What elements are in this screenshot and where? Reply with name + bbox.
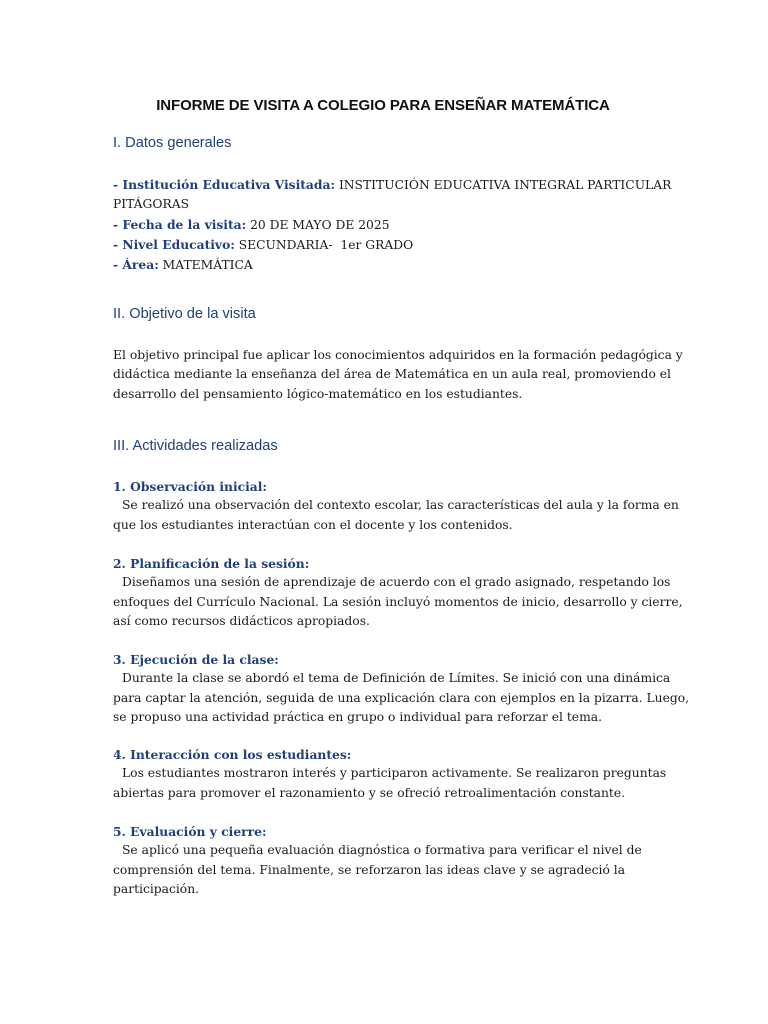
activity-item [113, 822, 653, 899]
activity-line: se propuso una actividad práctica en grupo o individual para reforzar el tema. [113, 709, 602, 724]
paragraph-line: didáctica mediante la enseñanza del área de Matemática en un aula real, promoviendo el [113, 367, 671, 382]
activity-item [113, 554, 683, 631]
activity-title: 3. Ejecución de la clase: [113, 652, 279, 667]
activity-line: enfoques del Currículo Nacional. La sesión incluyó momentos de inicio, desarrollo y cierre, [113, 594, 683, 609]
activity-line: Diseñamos una sesión de aprendizaje de acuerdo con el grado asignado, respetando los [122, 575, 671, 590]
activity-item [113, 477, 679, 535]
activity-line: para captar la atención, seguida de una explicación clara con ejemplos en la pizarra. Luego, [113, 690, 690, 705]
section-heading-actividades: III. Actividades realizadas [113, 438, 278, 454]
field-label: - Área: [113, 257, 159, 273]
field-area [113, 255, 653, 275]
field-label: - Fecha de la visita: [113, 216, 247, 232]
activity-line: Durante la clase se abordó el tema de Definición de Límites. Se inició con una dinámica [122, 671, 671, 686]
field-value: 20 DE MAYO DE 2025 [250, 217, 390, 232]
field-institucion [113, 175, 672, 195]
field-institucion-continued: PITÁGORAS [113, 197, 190, 212]
activity-line: Se aplicó una pequeña evaluación diagnóstica o formativa para verificar el nivel de [122, 843, 642, 858]
field-fecha [113, 215, 653, 235]
paragraph-line: desarrollo del pensamiento lógico-matemático en los estudiantes. [113, 386, 523, 401]
activity-title: 5. Evaluación y cierre: [113, 824, 267, 839]
field-value: SECUNDARIA- 1er GRADO [238, 237, 414, 252]
activity-title: 1. Observación inicial: [113, 479, 267, 494]
field-label: - Institución Educativa Visitada: [113, 177, 336, 192]
activity-line: así como recursos didácticos apropiados. [113, 613, 370, 628]
activity-line: Los estudiantes mostraron interés y participaron activamente. Se realizaron preguntas [122, 766, 667, 781]
objetivo-paragraph [113, 346, 683, 404]
activity-line: Se realizó una observación del contexto escolar, las características del aula y la forma en [122, 498, 679, 513]
field-label: - Nivel Educativo: [113, 236, 235, 252]
paragraph-line: El objetivo principal fue aplicar los conocimientos adquiridos en la formación pedagógica y [113, 348, 683, 362]
field-value: MATEMÁTICA [162, 258, 253, 273]
activity-line: abiertas para promover el razonamiento y se ofreció retroalimentación constante. [113, 785, 626, 800]
activity-title: 4. Interacción con los estudiantes: [113, 747, 352, 762]
section-heading-objetivo: II. Objetivo de la visita [113, 306, 256, 322]
activity-item [113, 745, 667, 803]
activity-title: 2. Planificación de la sesión: [113, 556, 310, 571]
document-title: INFORME DE VISITA A COLEGIO PARA ENSEÑAR MATEMÁTICA [156, 97, 610, 114]
section-heading-datos-generales: I. Datos generales [113, 135, 232, 151]
field-value: INSTITUCIÓN EDUCATIVA INTEGRAL PARTICULAR [338, 178, 672, 192]
activity-item [113, 650, 690, 727]
activity-line: que los estudiantes interactúan con el docente y los contenidos. [113, 517, 513, 532]
field-nivel [113, 235, 653, 255]
activity-line: participación. [113, 881, 200, 896]
activity-line: comprensión del tema. Finalmente, se reforzaron las ideas clave y se agradeció la [113, 862, 626, 877]
datos-generales-list [113, 175, 672, 275]
